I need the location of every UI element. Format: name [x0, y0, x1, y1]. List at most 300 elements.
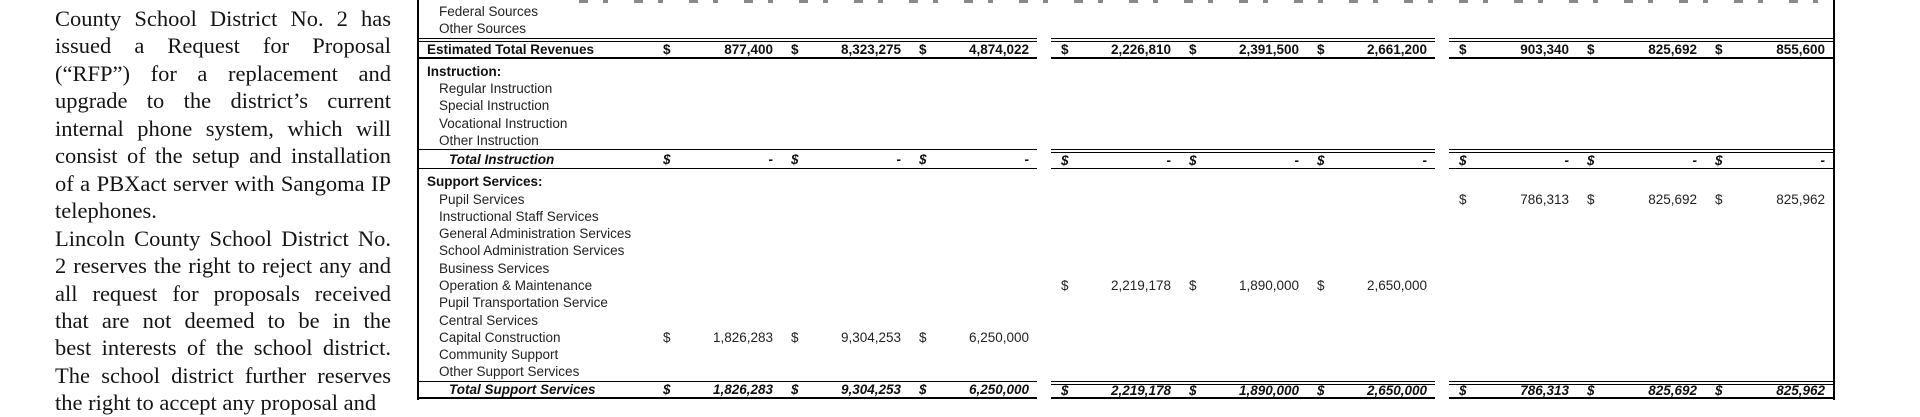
amount-cell: [781, 277, 909, 294]
budget-table-rows: [419, 3, 1833, 399]
amount-cell: [1179, 242, 1307, 259]
row-band-group3: [1449, 363, 1833, 380]
amount-cell: [1307, 242, 1435, 259]
amount-cell: [1577, 277, 1705, 294]
row-band-group2: [1051, 190, 1435, 207]
row-band-group1: [419, 311, 1037, 328]
article-line: of a PBXact server with Sangoma IP: [55, 170, 391, 196]
row-band-group1: [419, 363, 1037, 380]
amount-value: -: [1692, 153, 1697, 169]
amount-cell: [1179, 42, 1307, 57]
amount-cell: [1051, 114, 1179, 131]
amount-cell: [1577, 385, 1705, 397]
amount-value: 2,391,500: [1238, 41, 1299, 57]
article-line: County School District No. 2 has: [55, 6, 391, 31]
amount-cell: [1705, 153, 1833, 168]
amount-cell: [1051, 346, 1179, 363]
row-band-group1: [419, 132, 1037, 149]
currency-symbol: $: [919, 41, 927, 57]
amount-cell: [653, 173, 781, 190]
amount-cell: [909, 382, 1037, 397]
amount-cell: [781, 114, 909, 131]
currency-symbol: $: [1317, 383, 1325, 399]
row-label: Community Support: [439, 347, 559, 363]
column-group-gap: [1435, 38, 1449, 59]
column-group-gap: [1037, 242, 1051, 259]
row-band-group2: [1051, 173, 1435, 190]
amount-cell: [1705, 242, 1833, 259]
amount-cell: [653, 42, 781, 57]
amount-value: -: [1024, 151, 1029, 167]
amount-cell: [1705, 346, 1833, 363]
amount-cell: [781, 311, 909, 328]
row-label: Business Services: [439, 260, 550, 276]
row-band-group3: [1449, 3, 1833, 20]
amount-cell: [1577, 42, 1705, 57]
amount-cell: [1179, 363, 1307, 380]
amount-cell: [1449, 63, 1577, 80]
row-band-group1: [419, 149, 1037, 169]
amount-cell: [1179, 3, 1307, 20]
amount-cell: [1449, 242, 1577, 259]
row-band-group3: [1449, 277, 1833, 294]
amount-value: 1,890,000: [1238, 383, 1299, 399]
row-band-group2: [1051, 63, 1435, 80]
amount-cell: [1705, 20, 1833, 37]
amount-cell: [1577, 311, 1705, 328]
row-label: Estimated Total Revenues: [427, 41, 595, 57]
amount-cell: [781, 80, 909, 97]
amount-cell: [1449, 153, 1577, 168]
table-row: [419, 225, 1833, 242]
currency-symbol: $: [1715, 153, 1723, 169]
table-row: [419, 311, 1833, 328]
amount-value: 877,400: [724, 41, 773, 57]
amount-cell: [781, 294, 909, 311]
amount-cell: [1449, 20, 1577, 37]
amount-cell: [1705, 3, 1833, 20]
amount-cell: [1705, 294, 1833, 311]
amount-cell: [1179, 153, 1307, 168]
amount-cell: [653, 242, 781, 259]
amount-value: 2,650,000: [1366, 278, 1427, 293]
row-band-group1: [419, 294, 1037, 311]
amount-cell: [1307, 329, 1435, 346]
amount-cell: [1449, 190, 1577, 207]
column-group-gap: [1435, 225, 1449, 242]
row-label: Instructional Staff Services: [439, 208, 599, 224]
currency-symbol: $: [791, 151, 799, 167]
column-group-gap: [1435, 294, 1449, 311]
row-band-group3: [1449, 80, 1833, 97]
table-row: [419, 190, 1833, 207]
amount-value: -: [768, 151, 773, 167]
amount-cell: [1705, 225, 1833, 242]
amount-cell: [781, 242, 909, 259]
column-group-gap: [1435, 3, 1449, 20]
amount-cell: [653, 190, 781, 207]
column-group-gap: [1435, 329, 1449, 346]
amount-cell: [909, 329, 1037, 346]
amount-cell: [1307, 153, 1435, 168]
amount-cell: [909, 260, 1037, 277]
amount-cell: [1577, 80, 1705, 97]
currency-symbol: $: [1061, 153, 1069, 169]
amount-cell: [1705, 80, 1833, 97]
amount-cell: [1705, 173, 1833, 190]
amount-cell: [1307, 208, 1435, 225]
row-label: Pupil Transportation Service: [439, 295, 608, 311]
row-label: Capital Construction: [439, 329, 561, 345]
currency-symbol: $: [1459, 383, 1467, 399]
row-label: Other Sources: [439, 21, 527, 37]
row-label: Central Services: [439, 312, 539, 328]
amount-cell: [1449, 260, 1577, 277]
table-row: [419, 132, 1833, 149]
amount-cell: [653, 346, 781, 363]
amount-value: 2,661,200: [1366, 41, 1427, 57]
article-line: best interests of the school district.: [55, 335, 391, 361]
currency-symbol: $: [1061, 278, 1069, 293]
currency-symbol: $: [1459, 41, 1467, 57]
amount-cell: [781, 150, 909, 168]
article-line: telephones.: [55, 198, 157, 224]
amount-cell: [781, 3, 909, 20]
column-group-gap: [1435, 346, 1449, 363]
amount-value: -: [1564, 153, 1569, 169]
table-row: [419, 80, 1833, 97]
amount-cell: [1705, 132, 1833, 149]
table-row: [419, 38, 1833, 59]
amount-cell: [1307, 385, 1435, 397]
row-band-group3: [1449, 346, 1833, 363]
row-label: Total Instruction: [449, 151, 555, 167]
amount-cell: [1577, 63, 1705, 80]
row-band-group2: [1051, 97, 1435, 114]
amount-cell: [1449, 114, 1577, 131]
column-group-gap: [1037, 38, 1051, 59]
row-label: Pupil Services: [439, 191, 525, 207]
column-group-gap: [1037, 97, 1051, 114]
article-line: all request for proposals received: [55, 280, 391, 306]
amount-value: 4,874,022: [968, 41, 1029, 57]
amount-value: -: [1422, 153, 1427, 169]
column-group-gap: [1037, 149, 1051, 169]
amount-cell: [1449, 173, 1577, 190]
row-band-group2: [1051, 20, 1435, 37]
amount-value: 786,313: [1520, 383, 1569, 399]
article-text-column: [55, 5, 391, 416]
article-line: issued a Request for Proposal: [55, 33, 391, 59]
row-band-group2: [1051, 363, 1435, 380]
amount-cell: [781, 329, 909, 346]
currency-symbol: $: [1189, 278, 1197, 293]
row-band-group1: [419, 80, 1037, 97]
amount-value: 903,340: [1520, 41, 1569, 57]
article-line: that are not deemed to be in the: [55, 307, 391, 333]
row-band-group1: [419, 114, 1037, 131]
column-group-gap: [1037, 20, 1051, 37]
column-group-gap: [1435, 80, 1449, 97]
amount-cell: [653, 329, 781, 346]
amount-cell: [1307, 3, 1435, 20]
column-group-gap: [1435, 149, 1449, 169]
amount-cell: [653, 20, 781, 37]
amount-cell: [1179, 114, 1307, 131]
currency-symbol: $: [1459, 191, 1467, 207]
amount-cell: [909, 80, 1037, 97]
table-row: [419, 173, 1833, 190]
row-band-group3: [1449, 208, 1833, 225]
amount-cell: [1051, 208, 1179, 225]
row-band-group1: [419, 173, 1037, 190]
row-band-group3: [1449, 114, 1833, 131]
column-group-gap: [1435, 132, 1449, 149]
amount-cell: [1051, 294, 1179, 311]
amount-value: -: [1166, 153, 1171, 169]
column-group-gap: [1037, 277, 1051, 294]
column-group-gap: [1037, 381, 1051, 399]
amount-cell: [1705, 260, 1833, 277]
amount-value: 2,219,178: [1110, 383, 1171, 399]
row-band-group1: [419, 38, 1037, 59]
amount-cell: [1051, 190, 1179, 207]
amount-cell: [653, 208, 781, 225]
amount-cell: [1705, 63, 1833, 80]
row-band-group1: [419, 208, 1037, 225]
amount-cell: [1307, 42, 1435, 57]
currency-symbol: $: [1715, 41, 1723, 57]
amount-cell: [909, 208, 1037, 225]
amount-value: -: [896, 151, 901, 167]
amount-cell: [781, 20, 909, 37]
amount-cell: [1179, 225, 1307, 242]
amount-cell: [1449, 97, 1577, 114]
currency-symbol: $: [1587, 383, 1595, 399]
amount-cell: [1179, 173, 1307, 190]
amount-cell: [1051, 225, 1179, 242]
amount-cell: [1449, 225, 1577, 242]
amount-value: 6,250,000: [968, 381, 1029, 397]
amount-cell: [909, 20, 1037, 37]
amount-cell: [909, 242, 1037, 259]
amount-cell: [1577, 260, 1705, 277]
amount-cell: [781, 260, 909, 277]
amount-cell: [1179, 294, 1307, 311]
amount-cell: [1307, 132, 1435, 149]
amount-cell: [1449, 3, 1577, 20]
amount-cell: [909, 363, 1037, 380]
amount-cell: [1577, 294, 1705, 311]
amount-cell: [1179, 190, 1307, 207]
column-group-gap: [1037, 208, 1051, 225]
amount-cell: [781, 363, 909, 380]
currency-symbol: $: [663, 41, 671, 57]
currency-symbol: $: [1317, 278, 1325, 293]
amount-cell: [1449, 329, 1577, 346]
row-label: General Administration Services: [439, 226, 632, 242]
currency-symbol: $: [1715, 191, 1723, 207]
row-band-group2: [1051, 132, 1435, 149]
amount-cell: [1577, 132, 1705, 149]
budget-table: [417, 0, 1835, 400]
currency-symbol: $: [1189, 153, 1197, 169]
amount-cell: [1307, 20, 1435, 37]
row-band-group3: [1449, 38, 1833, 59]
amount-cell: [909, 294, 1037, 311]
row-band-group2: [1051, 311, 1435, 328]
amount-cell: [1577, 3, 1705, 20]
amount-cell: [909, 150, 1037, 168]
row-band-group1: [419, 329, 1037, 346]
amount-cell: [909, 173, 1037, 190]
amount-cell: [653, 363, 781, 380]
article-line: 2 reserves the right to reject any and: [55, 253, 391, 279]
article-line: internal phone system, which will: [55, 115, 391, 141]
amount-cell: [909, 132, 1037, 149]
row-band-group1: [419, 97, 1037, 114]
column-group-gap: [1435, 20, 1449, 37]
amount-cell: [781, 225, 909, 242]
amount-cell: [1179, 132, 1307, 149]
amount-value: 2,226,810: [1110, 41, 1171, 57]
row-band-group3: [1449, 149, 1833, 169]
amount-cell: [1577, 208, 1705, 225]
amount-cell: [909, 42, 1037, 57]
currency-symbol: $: [1317, 41, 1325, 57]
amount-cell: [781, 97, 909, 114]
amount-cell: [1179, 346, 1307, 363]
amount-cell: [1051, 63, 1179, 80]
amount-cell: [1705, 190, 1833, 207]
amount-cell: [1307, 260, 1435, 277]
amount-value: 1,826,283: [712, 329, 773, 345]
amount-cell: [1577, 97, 1705, 114]
amount-cell: [1307, 173, 1435, 190]
amount-cell: [1307, 277, 1435, 294]
amount-cell: [653, 80, 781, 97]
amount-cell: [1307, 225, 1435, 242]
column-group-gap: [1037, 63, 1051, 80]
table-row: [419, 3, 1833, 20]
table-row: [419, 329, 1833, 346]
row-label: Instruction:: [427, 63, 502, 79]
amount-cell: [653, 294, 781, 311]
amount-cell: [1705, 385, 1833, 397]
amount-cell: [1449, 385, 1577, 397]
article-line: Lincoln County School District No.: [55, 225, 391, 251]
article-line: consist of the setup and installation: [55, 143, 391, 169]
column-group-gap: [1037, 80, 1051, 97]
column-group-gap: [1037, 329, 1051, 346]
amount-cell: [909, 311, 1037, 328]
row-band-group3: [1449, 132, 1833, 149]
amount-cell: [653, 3, 781, 20]
row-label: Special Instruction: [439, 98, 550, 114]
row-band-group2: [1051, 3, 1435, 20]
row-band-group3: [1449, 97, 1833, 114]
amount-cell: [1179, 277, 1307, 294]
amount-cell: [909, 190, 1037, 207]
article-line: (“RFP”) for a replacement and: [55, 60, 391, 86]
row-band-group2: [1051, 277, 1435, 294]
currency-symbol: $: [663, 151, 671, 167]
amount-cell: [1577, 114, 1705, 131]
article-line: The school district further reserves: [55, 362, 391, 388]
row-label: Regular Instruction: [439, 81, 553, 97]
row-label: Federal Sources: [439, 4, 539, 20]
amount-cell: [1577, 329, 1705, 346]
amount-value: 825,962: [1776, 383, 1825, 399]
amount-cell: [1705, 114, 1833, 131]
row-band-group3: [1449, 329, 1833, 346]
amount-cell: [1051, 385, 1179, 397]
amount-cell: [1051, 97, 1179, 114]
currency-symbol: $: [919, 329, 927, 345]
column-group-gap: [1037, 363, 1051, 380]
amount-cell: [1449, 311, 1577, 328]
amount-cell: [909, 114, 1037, 131]
amount-cell: [1179, 97, 1307, 114]
column-group-gap: [1037, 294, 1051, 311]
amount-cell: [1705, 208, 1833, 225]
amount-value: 855,600: [1776, 41, 1825, 57]
row-band-group3: [1449, 190, 1833, 207]
amount-cell: [1577, 346, 1705, 363]
amount-cell: [1705, 42, 1833, 57]
table-row: [419, 260, 1833, 277]
currency-symbol: $: [791, 329, 799, 345]
amount-cell: [781, 208, 909, 225]
row-band-group1: [419, 3, 1037, 20]
row-band-group1: [419, 63, 1037, 80]
article-line: upgrade to the district’s current: [55, 88, 391, 114]
amount-cell: [1705, 329, 1833, 346]
currency-symbol: $: [1587, 153, 1595, 169]
row-band-group2: [1051, 149, 1435, 169]
amount-cell: [1449, 208, 1577, 225]
row-label: Other Support Services: [439, 364, 580, 380]
amount-cell: [1051, 173, 1179, 190]
currency-symbol: $: [1061, 383, 1069, 399]
currency-symbol: $: [663, 381, 671, 397]
row-band-group3: [1449, 20, 1833, 37]
row-band-group2: [1051, 346, 1435, 363]
amount-value: 2,219,178: [1110, 278, 1171, 293]
row-band-group2: [1051, 260, 1435, 277]
currency-symbol: $: [791, 381, 799, 397]
amount-cell: [781, 63, 909, 80]
column-group-gap: [1037, 225, 1051, 242]
amount-cell: [1449, 346, 1577, 363]
article-partial-line: the right to accept any proposal and: [55, 390, 377, 416]
row-label: Vocational Instruction: [439, 115, 568, 131]
row-band-group1: [419, 20, 1037, 37]
table-row: [419, 149, 1833, 169]
column-group-gap: [1435, 97, 1449, 114]
amount-cell: [1179, 385, 1307, 397]
amount-value: 825,692: [1648, 383, 1697, 399]
currency-symbol: $: [919, 381, 927, 397]
amount-value: 825,692: [1648, 41, 1697, 57]
currency-symbol: $: [1459, 153, 1467, 169]
row-band-group1: [419, 381, 1037, 399]
amount-cell: [653, 382, 781, 397]
amount-cell: [781, 173, 909, 190]
amount-cell: [1307, 346, 1435, 363]
row-band-group2: [1051, 294, 1435, 311]
row-band-group3: [1449, 381, 1833, 399]
